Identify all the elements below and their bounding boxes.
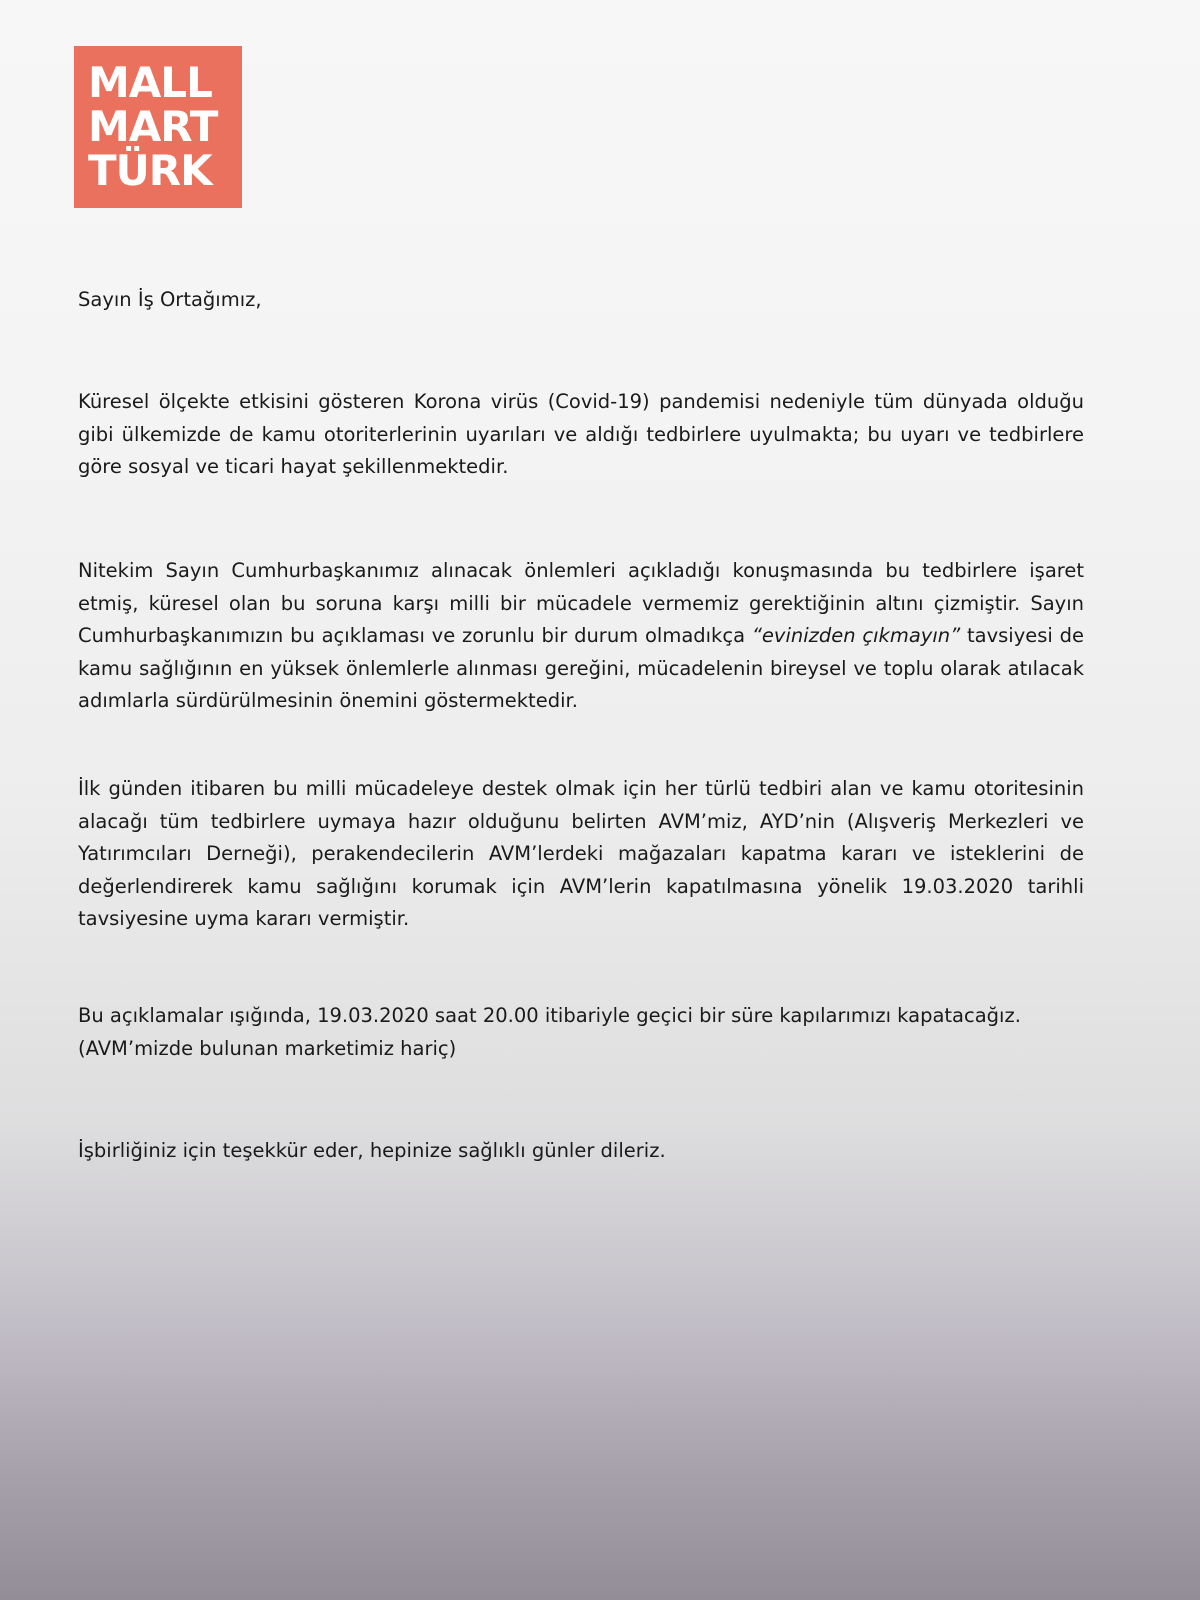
- logo-line-3: TÜRK: [88, 146, 212, 195]
- letter-paragraph-1: Küresel ölçekte etkisini gösteren Korona virüs (Covid-19) pandemisi nedeniyle tüm dünyada olduğu gibi ülkemizde de kamu otoriterlerinin uyarıları ve aldığı tedbirlere uyulmakta; bu uyarı ve tedbirlere göre sosyal ve ticari hayat şekillenmektedir.: [78, 390, 1084, 478]
- logo-line-1: MALL: [88, 58, 212, 107]
- letter-paragraph-3: İlk günden itibaren bu milli mücadeleye destek olmak için her türlü tedbiri alan ve kamu otoritesinin alacağı tüm tedbirlere uymaya hazır olduğunu belirten AVM’miz, AYD’nin (Alışveriş Merkezleri ve Yatırımcıları Derneği), perakendecilerin AVM’lerdeki mağazaları kapatma kararı ve isteklerini de değerlendirerek kamu sağlığını korumak için AVM’lerin kapatılmasına yönelik 19.03.2020 tarihli tavsiyesine uyma kararı vermiştir.: [78, 777, 1084, 930]
- paragraph-4-line-1: Bu açıklamalar ışığında, 19.03.2020 saat 20.00 itibariyle geçici bir süre kapılarımızı kapatacağız.: [78, 1004, 1021, 1027]
- paragraph-2-text-start: Nitekim Sayın Cumhurbaşkanımız alınacak önlemleri açıkladığı konuşmasında bu tedbirlere işaret etmiş, küresel olan bu soruna karşı milli bir mücadele vermemiz gerektiğinin altını çizmiştir. Sayın Cumhurbaşkanımızın bu açıklaması ve zorunlu bir durum olmadıkça: [78, 559, 1084, 647]
- mallmart-turk-logo: [74, 46, 242, 208]
- paragraph-4-line-2: (AVM’mizde bulunan marketimiz hariç): [78, 1036, 457, 1060]
- letter-paragraph-2: [78, 555, 1084, 718]
- logo-line-2: MART: [88, 102, 218, 151]
- letter-paragraph-4: [78, 1000, 1084, 1065]
- paragraph-2-quote: “evinizden çıkmayın”: [751, 624, 961, 647]
- letter-closing: İşbirliğiniz için teşekkür eder, hepinize sağlıklı günler dileriz.: [78, 1139, 666, 1162]
- letter-salutation: Sayın İş Ortağımız,: [78, 288, 262, 311]
- paragraph-2-text-end: tavsiyesi de kamu sağlığının en yüksek önlemlerle alınması gereğini, mücadelenin bireysel ve toplu olarak atılacak adımlarla sürdürülmesinin önemini göstermektedir.: [78, 624, 1085, 712]
